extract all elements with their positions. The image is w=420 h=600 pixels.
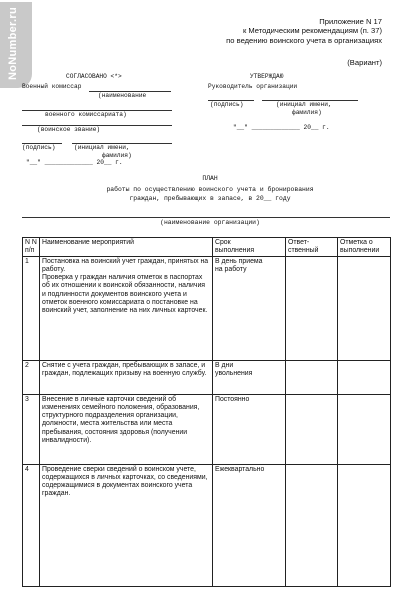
- row-completion-mark: [338, 361, 391, 395]
- left-sign-caption: (подпись): [22, 144, 56, 151]
- row-deadline: В день приема на работу: [213, 257, 286, 361]
- row-completion-mark: [338, 465, 391, 587]
- row-completion-mark: [338, 257, 391, 361]
- table-row: [23, 465, 391, 587]
- row-number: 2: [23, 361, 40, 395]
- appendix-line-2: к Методическим рекомендациям (п. 37): [242, 26, 382, 36]
- row-deadline: Постоянно: [213, 395, 286, 465]
- left-initials-caption: (инициал имени,: [74, 144, 130, 151]
- table-row: [23, 361, 391, 395]
- header-activity: Наименование мероприятий: [40, 238, 213, 257]
- appendix-line-3: по ведению воинского учета в организациях: [226, 35, 382, 45]
- military-commissar-label: Военный комиссар: [22, 83, 82, 90]
- approve-label: УТВЕРЖДАЮ: [250, 73, 284, 80]
- commissariat-name-caption-2: военного комиссариата): [45, 111, 127, 118]
- agreed-label: СОГЛАСОВАНО <*>: [66, 73, 122, 80]
- row-responsible: [286, 395, 338, 465]
- row-completion-mark: [338, 395, 391, 465]
- organization-name-caption: (наименование организации): [160, 219, 260, 226]
- plan-title: ПЛАН: [202, 175, 218, 182]
- org-head-label: Руководитель организации: [208, 83, 298, 90]
- row-number: 4: [23, 465, 40, 587]
- right-surname-caption: фамилия): [292, 109, 322, 116]
- row-number: 1: [23, 257, 40, 361]
- table-row: [23, 395, 391, 465]
- rank-caption: (воинское звание): [37, 126, 101, 133]
- header-responsible: Ответ- ственный: [286, 238, 338, 257]
- row-activity: Снятие с учета граждан, пребывающих в запасе, и граждан, подлежащих призыву на военную службу.: [40, 361, 213, 395]
- row-responsible: [286, 465, 338, 587]
- row-activity: Проведение сверки сведений о воинском учете, содержащихся в личных карточках, со сведениями, содержащимися в документах воинского учета граждан.: [40, 465, 213, 587]
- table-row: [23, 257, 391, 361]
- header-completion-mark: Отметка о выполнении: [338, 238, 391, 257]
- right-sign-caption: (подпись): [210, 101, 244, 108]
- left-surname-caption: фамилия): [102, 152, 132, 159]
- header-deadline: Срок выполнения: [213, 238, 286, 257]
- row-activity: Постановка на воинский учет граждан, принятых на работу. Проверка у граждан наличия отметок в паспортах об их отношении к воинской обязанности, наличия и подлинности документов воинского учета и отметок военного комиссариата о постановке на воинский учет, заполнение на них личных карточек.: [40, 257, 213, 361]
- plan-table: [22, 237, 391, 587]
- commissariat-name-caption: (наименование: [98, 92, 147, 99]
- left-date: "__" _____________ 20__ г.: [26, 159, 123, 166]
- right-date: "__" _____________ 20__ г.: [233, 124, 330, 131]
- plan-subtitle-1: работы по осуществлению воинского учета и бронирования: [106, 186, 314, 193]
- variant-label: (Вариант): [347, 58, 382, 67]
- right-initials-caption: (инициал имени,: [276, 101, 332, 108]
- plan-subtitle-2: граждан, пребывающих в запасе, в 20__ году: [129, 195, 291, 202]
- row-responsible: [286, 257, 338, 361]
- table-header-row: [23, 238, 391, 257]
- organization-name-line: [22, 217, 390, 218]
- watermark-badge: [0, 2, 32, 88]
- appendix-header: [226, 17, 382, 45]
- header-number: N N п/п: [23, 238, 40, 257]
- row-activity: Внесение в личные карточки сведений об изменениях семейного положения, образования, структурного подразделения организации, должности, места жительства или места пребывания, состояния здоровья (получении инвалидности).: [40, 395, 213, 465]
- row-responsible: [286, 361, 338, 395]
- watermark-text: NoNumber.ru: [7, 7, 19, 80]
- row-deadline: В дни увольнения: [213, 361, 286, 395]
- appendix-line-1: Приложение N 17: [319, 17, 382, 26]
- row-deadline: Ежеквартально: [213, 465, 286, 587]
- row-number: 3: [23, 395, 40, 465]
